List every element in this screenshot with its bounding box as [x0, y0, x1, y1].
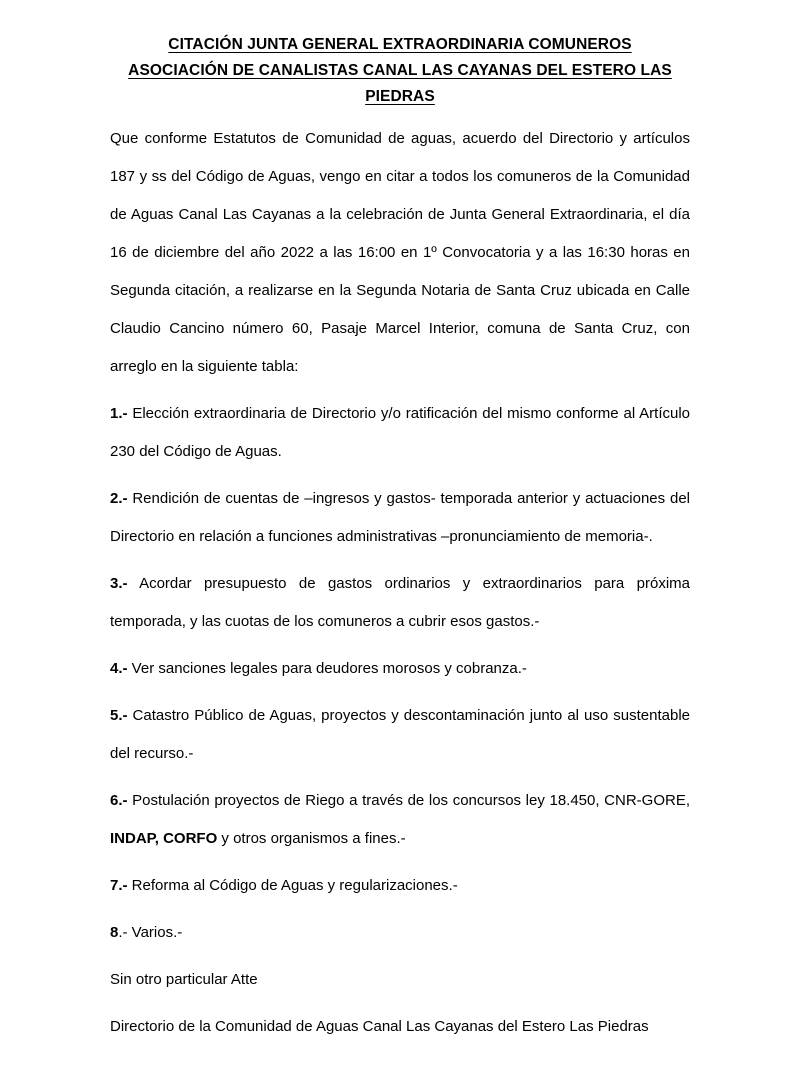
signature-line: Directorio de la Comunidad de Aguas Canal Las Cayanas del Estero Las Piedras — [110, 1018, 649, 1035]
intro-paragraph: Que conforme Estatutos de Comunidad de aguas, acuerdo del Directorio y artículos 187 y ss del Código de Aguas, vengo en citar a todos los comuneros de la Comunidad de Aguas Canal Las Cayanas a la celebración de Junta General Extraordinaria, el día 16 de diciembre del año 2022 a las 16:00 en 1º Convocatoria y a las 16:30 horas en Segunda citación, a realizarse en la Segunda Notaria de Santa Cruz ubicada en Calle Claudio Cancino número 60, Pasaje Marcel Interior, comuna de Santa Cruz, con arreglo en la siguiente tabla: — [110, 130, 690, 375]
agenda-item-number: INDAP, CORFO — [110, 830, 218, 847]
agenda-item-1 — [110, 395, 690, 471]
agenda-item-8 — [110, 914, 690, 952]
document-title — [110, 32, 690, 110]
document-body — [110, 120, 690, 1046]
agenda-item-number: 2.- — [110, 490, 128, 507]
agenda-item-text: Catastro Público de Aguas, proyectos y descontaminación junto al uso sustentable del recurso.- — [110, 707, 690, 762]
agenda-item-3 — [110, 565, 690, 641]
agenda-item-5 — [110, 697, 690, 773]
agenda-item-text: .- Varios.- — [118, 924, 183, 941]
agenda-item-number: 7.- — [110, 877, 128, 894]
closing-line: Sin otro particular Atte — [110, 971, 258, 988]
agenda-item-number: 1.- — [110, 405, 128, 422]
agenda-item-text: Ver sanciones legales para deudores morosos y cobranza.- — [127, 660, 527, 677]
agenda-item-number: 8 — [110, 924, 119, 941]
agenda-item-6 — [110, 782, 690, 858]
agenda-item-text: Elección extraordinaria de Directorio y/o ratificación del mismo conforme al Artículo 230 del Código de Aguas. — [110, 405, 690, 460]
agenda-item-2 — [110, 480, 690, 556]
agenda-item-number: 4.- — [110, 660, 128, 677]
agenda-item-text: Reforma al Código de Aguas y regularizaciones.- — [127, 877, 458, 894]
agenda-item-number: 3.- — [110, 575, 128, 592]
agenda-item-7 — [110, 867, 690, 905]
document-title-line-2: ASOCIACIÓN DE CANALISTAS CANAL LAS CAYANAS DEL ESTERO LAS — [128, 62, 672, 79]
agenda-item-text: Acordar presupuesto de gastos ordinarios y extraordinarios para próxima temporada, y las cuotas de los comuneros a cubrir esos gastos.- — [110, 575, 690, 630]
agenda-item-number: 5.- — [110, 707, 128, 724]
document-title-line-3: PIEDRAS — [365, 88, 435, 105]
document-title-line-1: CITACIÓN JUNTA GENERAL EXTRAORDINARIA COMUNEROS — [168, 36, 632, 53]
agenda-item-text: Rendición de cuentas de –ingresos y gastos- temporada anterior y actuaciones del Directorio en relación a funciones administrativas –pronunciamiento de memoria-. — [110, 490, 690, 545]
agenda-item-4 — [110, 650, 690, 688]
agenda-item-text: Postulación proyectos de Riego a través de los concursos ley 18.450, CNR-GORE, — [127, 792, 690, 809]
agenda-list — [110, 395, 690, 952]
agenda-item-number: 6.- — [110, 792, 128, 809]
agenda-item-text: y otros organismos a fines.- — [217, 830, 406, 847]
